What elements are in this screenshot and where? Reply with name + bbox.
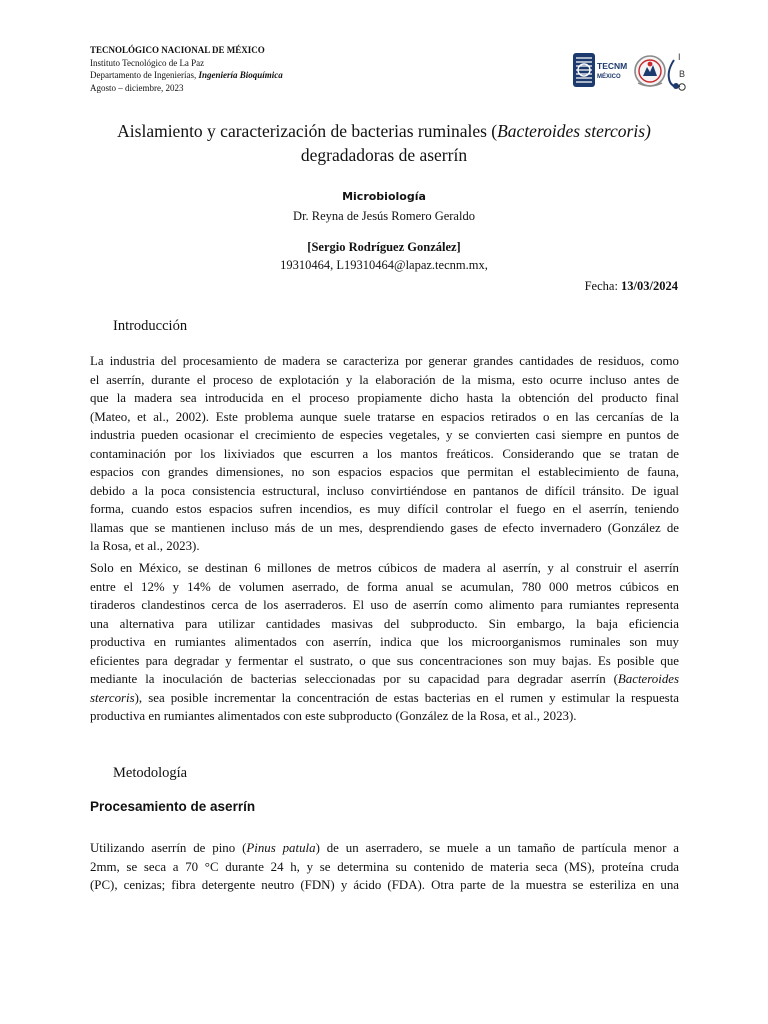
paragraph-line: 2mm, se seca a 70 °C durante 24 h, y se determina su contenido de materia seca (MS), proteína cruda <box>90 859 679 874</box>
methodology-heading: Metodología <box>113 765 188 781</box>
department-prefix: Departamento de Ingenierías, <box>90 70 199 80</box>
title-species: Bacteroides stercoris) <box>497 121 651 141</box>
department-line <box>90 69 283 82</box>
line-text: ), sea posible incrementar la concentración de estas bacterias en el rumen y estimular la respuesta <box>134 690 679 705</box>
line-text: ) de un aserradero, se muele a un tamaño de partícula menor a <box>315 841 679 855</box>
species-name: Bacteroides <box>617 672 679 686</box>
line-text: mediante la inoculación de bacterias seleccionadas por su capacidad para degradar aserrín ( <box>90 672 618 686</box>
title-part-1: Aislamiento y caracterización de bacterias ruminales ( <box>117 121 498 141</box>
ib-logo-letter-b: B <box>679 69 686 79</box>
species-name: stercoris <box>90 690 135 705</box>
title-part-2: degradadoras de aserrín <box>300 145 468 165</box>
paragraph-line: productiva en rumiantes alimentados con aserrín, indica que los microorganismos ruminales son muy <box>90 635 679 649</box>
paragraph-line: espacios con grandes dimensiones, no son espacios espacios que permitan el establecimiento de fauna, <box>90 465 679 479</box>
tecnm-logo-text-2: MÉXICO <box>597 74 621 80</box>
date-value: 13/03/2024 <box>621 279 678 293</box>
subject-name: Microbiología <box>342 190 426 203</box>
paragraph-line: tiraderos clandestinos cerca de los aserraderos. El uso de aserrín como alimento para rumiantes representa <box>90 598 679 612</box>
paragraph-line <box>90 670 679 689</box>
document-date <box>585 279 678 294</box>
paragraph-line <box>90 839 679 858</box>
paragraph-line: (PC), cenizas; fibra detergente neutro (FDN) y ácido (FDA). Otra parte de la muestra se esteriliza en una <box>90 878 679 892</box>
paragraph-line: Solo en México, se destinan 6 millones de metros cúbicos de madera al aserrín, y al construir el aserrín <box>90 561 679 575</box>
paragraph-line: contaminación por los lixiviados que escurren a los mantos freáticos. Considerando que se tratan de <box>90 446 679 461</box>
paragraph-line: llamas que se mantienen incluso más de un mes, desprendiendo gases de efecto invernadero (González de <box>90 520 679 535</box>
tecnm-logo <box>573 53 627 87</box>
introduction-paragraph-2 <box>90 559 679 726</box>
paragraph-line: eficientes para degradar y fermentar el sustrato, o que sus concentraciones son muy bajas. Es posible que <box>90 653 679 668</box>
species-name: Pinus patula <box>246 841 316 855</box>
introduction-heading: Introducción <box>113 318 188 334</box>
paragraph-line: productiva en rumiantes alimentados con este subproducto (González de la Rosa, et al., 2023). <box>90 709 577 723</box>
institution-header <box>90 44 283 94</box>
line-text: Utilizando aserrín de pino ( <box>90 841 247 855</box>
paragraph-line: (Mateo, et al., 2002). Este problema aunque suele tratarse en espacios retirados o en las cercanías de la <box>90 409 679 424</box>
paragraph-line: forma, cuando estos espacios sufren incendios, es muy difícil controlar el fuego en el aserrín, teniendo <box>90 502 679 516</box>
institution-name: TECNOLÓGICO NACIONAL DE MÉXICO <box>90 45 265 55</box>
paragraph-line: entre el 12% y 14% de volumen aserrado, de forma anual se acumulan, 780 000 metros cúbicos en <box>90 579 679 594</box>
date-label: Fecha: <box>584 279 622 293</box>
academic-period: Agosto – diciembre, 2023 <box>90 82 184 93</box>
paragraph-line: una alternativa para utilizar cantidades masivas del subproducto. Sin embargo, la baja eficiencia <box>90 616 679 631</box>
introduction-paragraph-1 <box>90 352 679 556</box>
teacher-name: Dr. Reyna de Jesús Romero Geraldo <box>293 209 475 223</box>
paragraph-line: industria pueden ocasionar el crecimiento de especies vegetales, y se convierten casi siempre en puntos de <box>90 428 679 442</box>
paragraph-line <box>90 689 679 708</box>
paragraph-line: el aserrín, durante el proceso de explotación y la elaboración de la misma, esto ocurre incluso antes de <box>90 372 679 387</box>
document-title <box>60 119 708 167</box>
itlp-seal-logo <box>635 56 665 86</box>
paragraph-line: la Rosa, et al., 2023). <box>90 539 200 553</box>
ib-logo-letter-i: I <box>678 52 681 62</box>
program-name: Ingeniería Bioquímica <box>198 70 283 80</box>
paragraph-line: La industria del procesamiento de madera se caracteriza por generar grandes cantidades de residuos, como <box>90 354 679 368</box>
tecnm-logo-text-1: TECNM <box>597 61 628 71</box>
author-name: [Sergio Rodríguez González] <box>307 240 461 254</box>
ib-program-logo <box>669 52 686 90</box>
campus-name: Instituto Tecnológico de La Paz <box>90 57 205 68</box>
author-contact: 19310464, L19310464@lapaz.tecnm.mx, <box>280 258 488 272</box>
methodology-paragraph <box>90 839 679 895</box>
paragraph-line: que la madera sea introducida en el proceso propiamente dicho hasta la obtención del producto final <box>90 391 679 405</box>
sawdust-processing-subheading: Procesamiento de aserrín <box>90 799 256 814</box>
paragraph-line: debido a la poca consistencia estructural, incluso convirtiéndose en pantanos de difícil tránsito. De igual <box>90 483 679 498</box>
institution-logos <box>572 46 688 96</box>
